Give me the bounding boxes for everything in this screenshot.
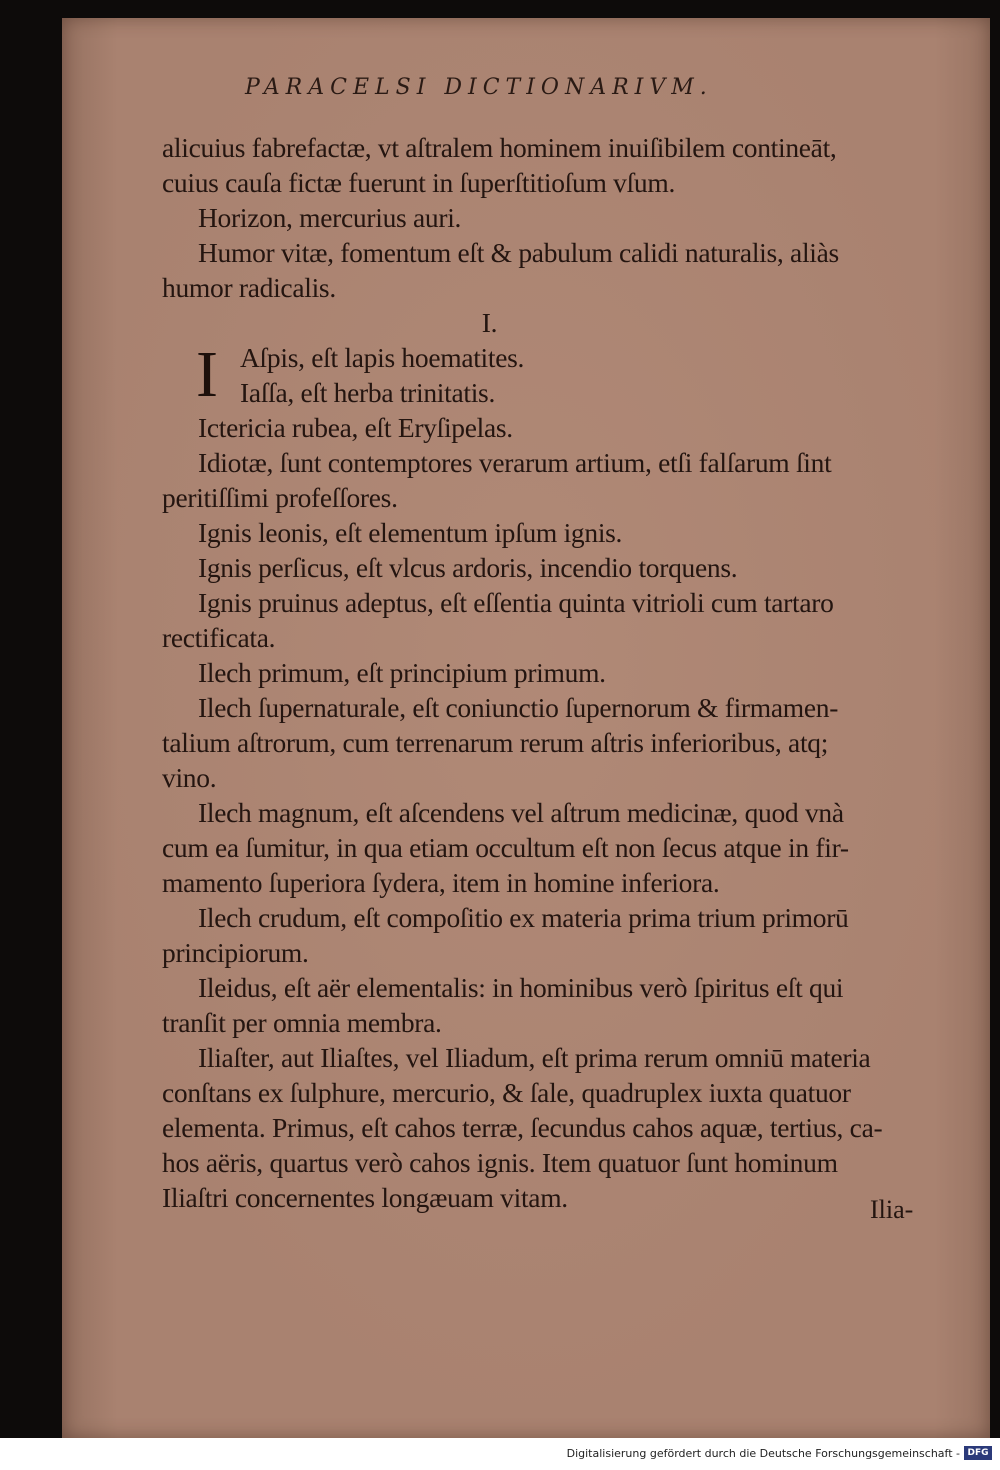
footer-bar	[0, 1438, 1000, 1470]
catchword: Ilia-	[870, 1195, 914, 1224]
text-line: Ignis pruinus adeptus, eſt eſſentia quinta vitrioli cum tartaro	[198, 587, 834, 618]
text-line: Iliaſtri concernentes longæuam vitam.	[162, 1182, 568, 1213]
text-line: humor radicalis.	[162, 272, 336, 303]
text-line: peritiſſimi profeſſores.	[162, 482, 398, 513]
text-line: Ilech magnum, eſt aſcendens vel aſtrum medicinæ, quod vnà	[198, 797, 844, 828]
initial-block	[162, 340, 937, 410]
text-line: Humor vitæ, fomentum eſt & pabulum calidi naturalis, aliàs	[198, 237, 839, 268]
text-line: principiorum.	[162, 937, 309, 968]
text-line: elementa. Primus, eſt cahos terræ, ſecundus cahos aquæ, tertius, ca-	[162, 1112, 883, 1143]
text-line: cum ea ſumitur, in qua etiam occultum eſt non ſecus atque in fir-	[162, 832, 849, 863]
text-line: Aſpis, eſt lapis hoematites.	[240, 342, 525, 373]
text-line: rectificata.	[162, 622, 276, 653]
drop-capital: I	[196, 338, 218, 411]
text-line: Ilech primum, eſt principium primum.	[198, 657, 606, 688]
text-line: Ilech crudum, eſt compoſitio ex materia prima trium primorū	[198, 902, 849, 933]
text-line: conſtans ex ſulphure, mercurio, & ſale, quadruplex iuxta quatuor	[162, 1077, 851, 1108]
text-line: Idiotæ, ſunt contemptores verarum artium, etſi falſarum ſint	[198, 447, 832, 478]
text-line: Ileidus, eſt aër elementalis: in hominibus verò ſpiritus eſt qui	[198, 972, 844, 1003]
text-line: cuius cauſa fictæ fuerunt in ſuperſtitioſum vſum.	[162, 167, 676, 198]
section-letter: I.	[481, 307, 498, 338]
text-line: Ictericia rubea, eſt Eryſipelas.	[198, 412, 513, 443]
text-line: hos aëris, quartus verò cahos ignis. Item quatuor ſunt hominum	[162, 1147, 838, 1178]
text-line: tranſit per omnia membra.	[162, 1007, 442, 1038]
text-line: talium aſtrorum, cum terrenarum rerum aſtris inferioribus, atq;	[162, 727, 829, 758]
running-head: PARACELSI DICTIONARIVM.	[245, 75, 713, 100]
text-block-h	[162, 130, 937, 305]
text-line: alicuius fabrefactæ, vt aſtralem hominem inuiſibilem contineāt,	[162, 132, 837, 163]
text-line: vino.	[162, 762, 217, 793]
text-line: Ignis perſicus, eſt vlcus ardoris, incendio torquens.	[198, 552, 738, 583]
text-line: Ilech ſupernaturale, eſt coniunctio ſupernorum & firmamen-	[198, 692, 839, 723]
text-line: mamento ſuperiora ſydera, item in homine inferiora.	[162, 867, 720, 898]
text-block-i	[162, 410, 937, 1215]
text-line: Iliaſter, aut Iliaſtes, vel Iliadum, eſt prima rerum omniū materia	[198, 1042, 871, 1073]
text-line: Ignis leonis, eſt elementum ipſum ignis.	[198, 517, 623, 548]
footer-credit: Digitalisierung gefördert durch die Deutsche Forschungsgemeinschaft -	[566, 1447, 960, 1460]
text-line: Horizon, mercurius auri.	[198, 202, 462, 233]
text-line: Iaſſa, eſt herba trinitatis.	[240, 377, 496, 408]
text-body	[162, 130, 937, 1215]
dfg-logo[interactable]: DFG	[964, 1446, 992, 1460]
